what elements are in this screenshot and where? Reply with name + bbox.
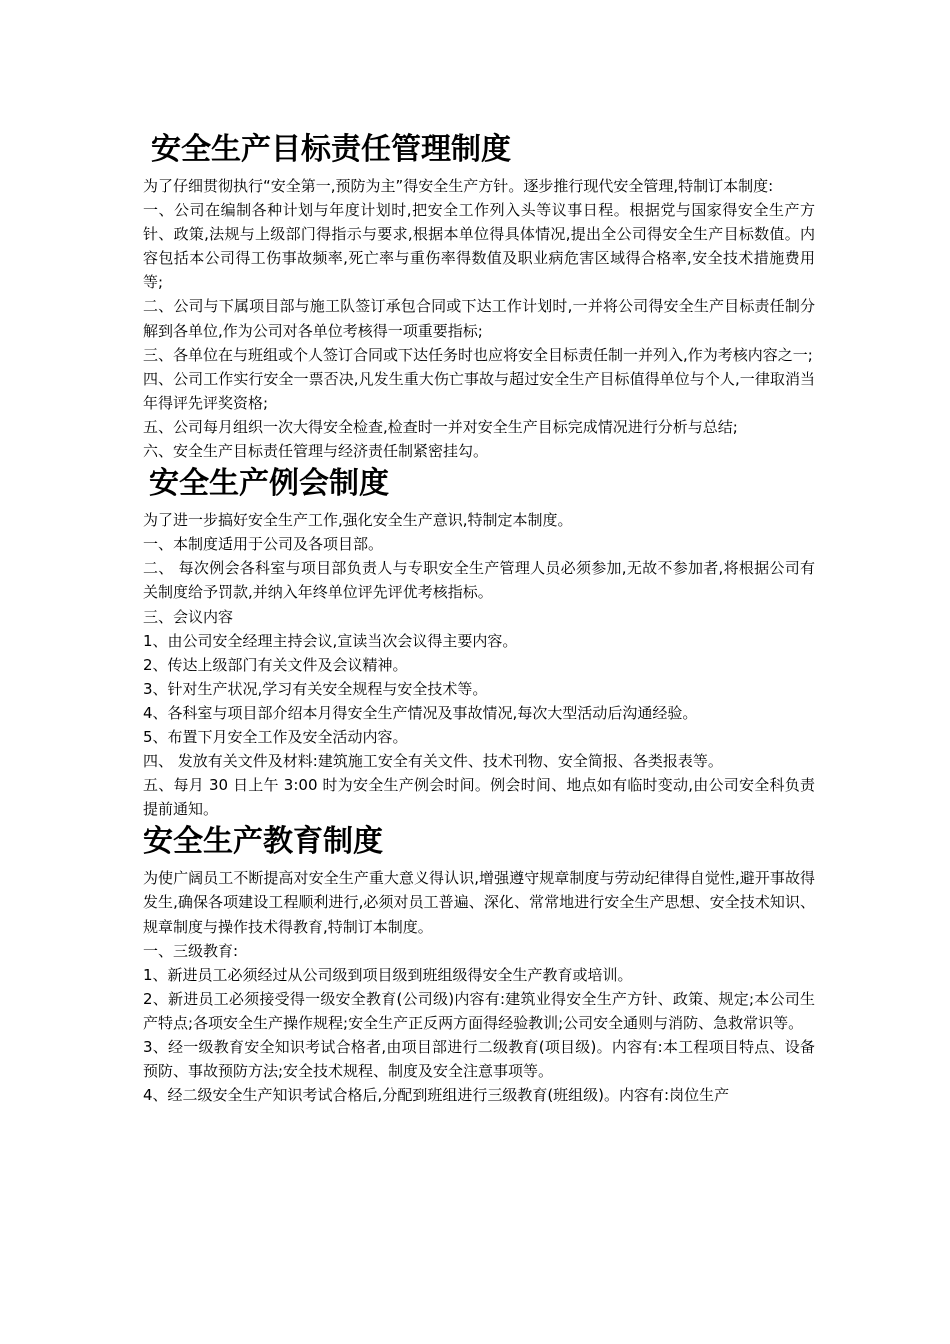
paragraph: 三、各单位在与班组或个人签订合同或下达任务时也应将安全目标责任制一并列入,作为考核内容之一; (143, 345, 813, 364)
paragraph: 1、新进员工必须经过从公司级到项目级到班组级得安全生产教育或培训。 (143, 965, 633, 984)
paragraph: 为了仔细贯彻执行“安全第一,预防为主”得安全生产方针。逐步推行现代安全管理,特制订本制度: (143, 177, 774, 195)
section-title: 安全生产目标责任管理制度 (151, 132, 511, 167)
section-title: 安全生产例会制度 (149, 466, 389, 502)
paragraph: 二、 每次例会各科室与项目部负责人与专职安全生产管理人员必须参加,无故不参加者,将根据公司有关制度给予罚款,并纳入年终单位评先评优考核指标。 (143, 559, 815, 602)
paragraph: 四、 发放有关文件及材料:建筑施工安全有关文件、技术刊物、安全简报、各类报表等。 (143, 752, 723, 771)
paragraph: 2、新进员工必须接受得一级安全教育(公司级)内容有:建筑业得安全生产方针、政策、规定;本公司生产特点;各项安全生产操作规程;安全生产正反两方面得经验教训;公司安全通则与消防、急救常识等。 (143, 989, 815, 1032)
paragraph: 1、由公司安全经理主持会议,宣读当次会议得主要内容。 (143, 631, 518, 650)
paragraph: 一、三级教育: (143, 941, 239, 960)
paragraph: 为使广阔员工不断提高对安全生产重大意义得认识,增强遵守规章制度与劳动纪律得自觉性,避开事故得发生,确保各项建设工程顺利进行,必须对员工普遍、深化、常常地进行安全生产思想、安全技术知识、规章制度与操作技术得教育,特制订本制度。 (143, 869, 815, 936)
paragraph: 六、安全生产目标责任管理与经济责任制紧密挂勾。 (143, 442, 489, 461)
paragraph: 四、公司工作实行安全一票否决,凡发生重大伤亡事故与超过安全生产目标值得单位与个人,一律取消当年得评先评奖资格; (143, 369, 815, 412)
paragraph: 2、传达上级部门有关文件及会议精神。 (143, 655, 408, 674)
paragraph: 为了进一步搞好安全生产工作,强化安全生产意识,特制定本制度。 (143, 511, 573, 530)
paragraph: 一、本制度适用于公司及各项目部。 (143, 535, 384, 554)
paragraph: 5、布置下月安全工作及安全活动内容。 (143, 727, 408, 746)
paragraph: 五、公司每月组织一次大得安全检查,检查时一并对安全生产目标完成情况进行分析与总结; (143, 417, 738, 436)
document-page (143, 126, 815, 1107)
paragraph: 五、每月 30 日上午 3:00 时为安全生产例会时间。例会时间、地点如有临时变动,由公司安全科负责提前通知。 (143, 776, 815, 819)
section-title: 安全生产教育制度 (143, 824, 383, 860)
paragraph: 3、经一级教育安全知识考试合格者,由项目部进行二级教育(项目级)。内容有:本工程项目特点、设备预防、事故预防方法;安全技术规程、制度及安全注意事项等。 (143, 1038, 815, 1081)
paragraph: 4、经二级安全生产知识考试合格后,分配到班组进行三级教育(班组级)。内容有:岗位生产 (143, 1086, 730, 1105)
paragraph: 一、公司在编制各种计划与年度计划时,把安全工作列入头等议事日程。根据党与国家得安全生产方针、政策,法规与上级部门得指示与要求,根据本单位得具体情况,提出全公司得安全生产目标数值。内容包括本公司得工伤事故频率,死亡率与重伤率得数值及职业病危害区域得合格率,安全技术措施费用等; (143, 201, 815, 292)
paragraph: 4、各科室与项目部介绍本月得安全生产情况及事故情况,每次大型活动后沟通经验。 (143, 703, 698, 722)
paragraph: 三、会议内容 (143, 607, 234, 626)
paragraph: 3、针对生产状况,学习有关安全规程与安全技术等。 (143, 679, 488, 698)
paragraph: 二、公司与下属项目部与施工队签订承包合同或下达工作计划时,一并将公司得安全生产目标责任制分解到各单位,作为公司对各单位考核得一项重要指标; (143, 297, 815, 340)
